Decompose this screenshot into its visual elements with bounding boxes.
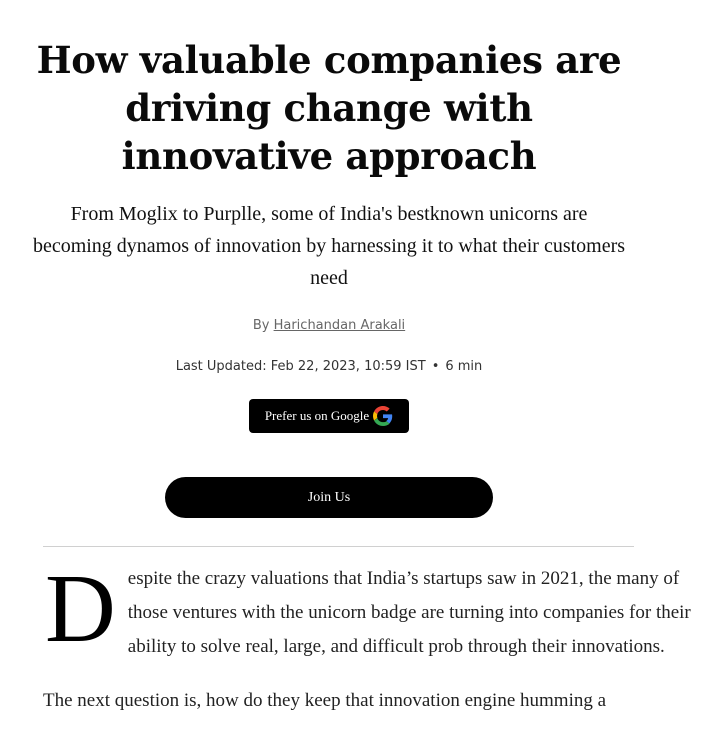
byline: [0, 318, 658, 333]
join-us-button[interactable]: Join Us: [165, 477, 493, 518]
body-paragraph: [43, 555, 703, 664]
google-g-icon: [373, 406, 393, 426]
paragraph-text: espite the crazy valuations that India’s startups saw in 2021, the many of those ventures with the unicorn badge are turning into companies for their ability to solve real, large, and difficult prob through their innovations.: [127, 568, 691, 657]
separator-dot: •: [431, 359, 440, 374]
prefer-google-label: Prefer us on Google: [264, 408, 370, 423]
drop-cap: D: [45, 555, 116, 663]
byline-prefix: By: [252, 318, 270, 333]
section-divider: [43, 546, 634, 547]
read-time: 6 min: [445, 359, 483, 374]
last-updated: [0, 359, 658, 374]
article-dek: From Moglix to Purplle, some of India's bestknown unicorns are becoming dynamos of innovation by harnessing it to what their customers need: [32, 203, 626, 289]
author-link[interactable]: Harichandan Arakali: [273, 318, 406, 333]
article-body: [43, 555, 691, 748]
prefer-google-button[interactable]: [249, 399, 409, 433]
article-headline: How valuable companies are driving change with innovative approach: [36, 38, 622, 178]
body-paragraph-2: The next question is, how do they keep that innovation engine humming a: [43, 690, 607, 711]
updated-timestamp: Last Updated: Feb 22, 2023, 10:59 IST: [175, 359, 426, 374]
